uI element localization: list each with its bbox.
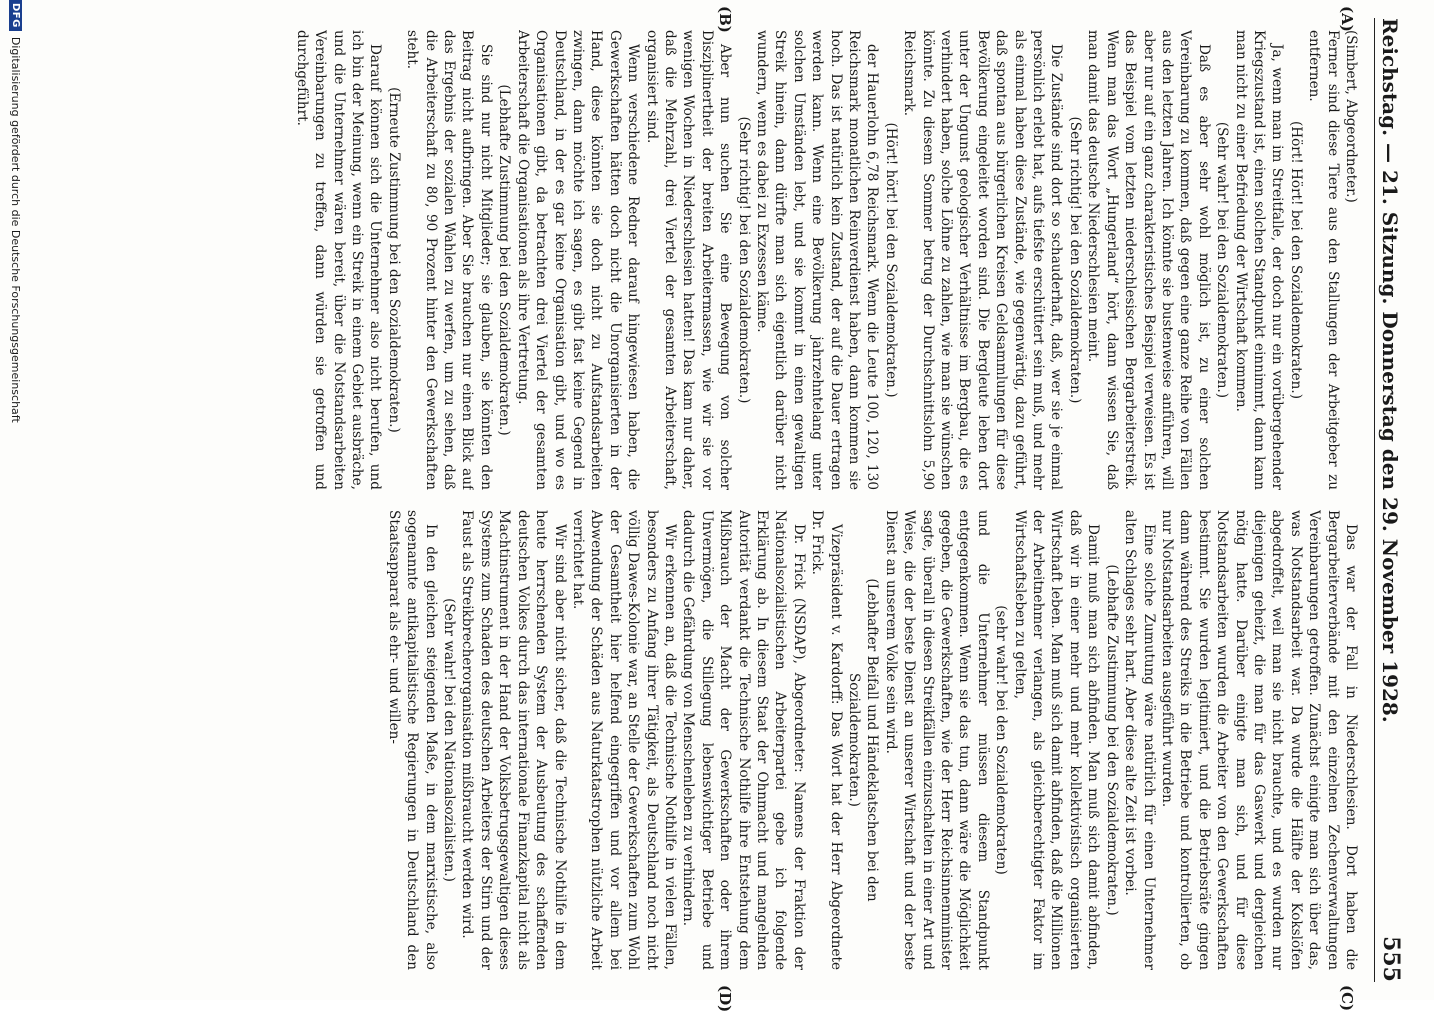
interjection: (sehr wahr! bei den Sozialdemokraten) xyxy=(993,605,1010,875)
paragraph: Ja, wenn man im Streitfalle, der doch nur ein vorübergehender Kriegszustand ist, einen solchen Standpunkt einnimmt, dann kann man nicht zu einer Befriedung der Wirtschaft kommen. xyxy=(1232,30,1286,490)
paragraph: Wir erkennen an, daß die Technische Nothilfe in vielen Fällen, besonders zu Anfang ihrer Tätigkeit, als Deutschland noch nicht völlig Dawes-Kolonie war, an Stelle der Gewerkschaften zum Wohl der Gesamtheit hier helfend eingegriffen und vor allem bei Abwendung der Schäden aus Naturkatastrophen nützliche Arbeit verrichtet hat. xyxy=(569,510,678,970)
paragraph: Aber nun suchen Sie eine Bewegung von solcher Disziplinertheit der breiten Arbeitermassen, wie wir sie vor wenigen Wochen in Niederschlesien hatten! Das kam nur daher, daß die Mehrzahl, drei Viertel der gesamten Arbeiterschaft, organisiert sind. xyxy=(643,30,734,490)
paragraph: Wir sind aber nicht sicher, daß die Technische Nothilfe in dem heute herrschenden System der Ausbeutung des schaffenden deutschen Volkes durch das internationale Finanzkapital nicht als Machtinstrument in der Hand der Volksbetrugsgewaltigen dieses Systems zum Schaden des deutschen Arbeiters der Stirn und der Faust als Streikbrecherorganisation mißbraucht werden wird. xyxy=(459,510,568,970)
page-title: Reichstag. — 21. Sitzung. Donnerstag den 29. November 1928. xyxy=(1378,18,1402,723)
interjection: (Erneute Zustimmung bei den Sozialdemokraten.) xyxy=(385,87,402,433)
interjection: (Lebhafte Zustimmung bei den Sozialdemokraten.) xyxy=(1103,564,1120,916)
interjection: (Sehr richtig! bei den Sozialdemokraten.) xyxy=(735,116,752,404)
margin-mark-c: (C) xyxy=(1338,985,1356,1012)
interjection: (Sehr wahr! bei den Sozialdemokraten.) xyxy=(1214,121,1231,399)
dfg-logo: DFG xyxy=(9,0,22,31)
paragraph: Ferner sind diese Tiere aus den Stallungen der Arbeitgeber zu entfernen. xyxy=(1306,30,1341,490)
page-footer xyxy=(9,0,22,1000)
margin-mark-b: (B) xyxy=(716,6,734,33)
interjection: (Hört! Hört! bei den Sozialdemokraten.) xyxy=(1287,120,1304,400)
paragraph: Darauf können sich die Unternehmer also nicht berufen, und ich bin der Meinung, wenn ein Streik in einem Gebiet ausbräche, und die Unternehmer wären bereit, über die Notstandsarbeiten Vereinbarungen zu treffen, dann würden sie getroffen und durchgeführt. xyxy=(293,30,384,490)
margin-mark-a: (A) xyxy=(1338,6,1356,32)
paragraph: (Simbert, Abgeordneter.) xyxy=(1343,30,1359,203)
margin-mark-d: (D) xyxy=(716,985,734,1012)
interjection: (Hört! hört! bei den Sozialdemokraten.) xyxy=(882,122,899,398)
page-header xyxy=(1374,18,1412,982)
paragraph: Wenn verschiedene Redner darauf hingewiesen haben, die Gewerkschaften hätten doch nicht die Unorganisierten in der Hand, diese könnten sie doch nicht zu Aufstandsarbeiten zwingen, dann möchte ich sagen, es gibt fast keine Gegend in Deutschland, in der es gar keine Organisation gibt, und wo es Organisationen gibt, da betrachten drei Viertel der gesamten Arbeiterschaft die Organisationen als ihre Vertretung. xyxy=(514,30,642,490)
paragraph: Sie sind nur nicht Mitglieder; sie glauben, sie könnten den Beitrag nicht aufbringen. Aber Sie brauchen nur einen Blick auf das Ergebnis der sozialen Wahlen zu werfen, um zu sehen, daß die Arbeiterschaft zu 80, 90 Prozent hinter den Gewerkschaften steht. xyxy=(404,30,494,490)
left-text-column xyxy=(60,30,1360,490)
paragraph: Vizepräsident v. Kardorff: Das Wort hat der Herr Abgeordnete Dr. Frick. xyxy=(809,510,844,970)
paragraph: Die Zustände sind dort so schauderhaft, daß, wer sie je einmal persönlich erlebt hat, aufs tiefste erschüttert sein muß, und mehr als einmal haben diese Zustände, wie gegenwärtig, dazu geführt, daß spontan aus bürgerlichen Kreisen Geldsammlungen für diese Bevölkerung eingeleitet worden sind. Die Bergleute leben dort unter der Ungunst geologischer Verhältnisse im Bergbau, die es verhindert haben, solche Löhne zu zahlen, wie man sie wünschen könnte. Zu diesem Sommer betrug der Durchschnittslohn 5,90 Reichsmark. xyxy=(901,30,1065,490)
interjection: (Lebhafter Beifall und Händeklatschen bei den Sozialdemokraten.) xyxy=(846,578,881,902)
paragraph: Daß es aber sehr wohl möglich ist, zu einer solchen Vereinbarung zu kommen, daß gegen eine ganze Reihe von Fällen aus den letzten Jahren. Ich könnte sie bustenweise anführen, will aber nur auf ein ganz charakteristisches Beispiel verweisen. Es ist das Beispiel vom letzten niederschlesischen Bergarbeiterstreik. Wenn man das Wort „Hungerland“ hört, dann wissen Sie, daß man damit das deutsche Niederschlesien meint. xyxy=(1085,30,1212,490)
interjection: (Sehr richtig! bei den Sozialdemokraten.) xyxy=(1066,116,1083,404)
paragraph: Das war der Fall in Niederschlesien. Dort haben die Bergarbeiterverbände mit den einzelnen Zechenverwaltungen Vereinbarungen getroffen. Zunächst einigte man sich über das, was Notstandsarbeit war. Da wurde die Hälfte der Kokslöfen abgedroffelt, weil man sie nicht brauchte, und es wurden nur diejenigen geheizt, die man für das Gaswerk und dergleichen nötig hatte. Darüber einigte man sich, und für diese Notstandsarbeiten wurden die Arbeiter von den Gewerkschaften bestimmt. Sie wurden legitimiert, und die Betriebsräte gingen dann während des Streiks in die Betriebe und kontrollierten, ob nur Notstandsarbeiten ausgeführt wurden. xyxy=(1158,510,1359,970)
interjection: (Sehr wahr! bei den Nationalsozialisten.) xyxy=(441,598,458,882)
paragraph: und die Unternehmer müssen diesem Standpunkt entgegenkommen. Wenn sie das tun, dann wäre die Möglichkeit gegeben, die Gewerkschaften, wie der Herr Reichsinnenminister sagte, überall in diesen Streikfällen einzuschalten in einer Art und Weise, die der beste Dienst an unserer Wirtschaft und der beste Dienst an unserem Volke sein wird. xyxy=(882,510,991,970)
right-text-column xyxy=(60,510,1360,970)
paragraph: der Hauerlohn 6,78 Reichsmark. Wenn die Leute 100, 120, 130 Reichsmark monatlichen Reinverdienst haben, dann kommen sie hoch. Das ist natürlich kein Zustand, der auf die Dauer ertragen werden kann. Wenn eine Bevölkerung jahrzehntelang unter solchen Umständen lebt, und sie kommt in einen gewaltigen Streik hinein, dann dürfte man sich eigentlich darüber nicht wundern, wenn es dabei zu Exzessen käme. xyxy=(754,30,881,490)
paragraph: Dr. Frick (NSDAP), Abgeordneter: Namens der Fraktion der Nationalsozialistischen Arbeiterpartei gebe ich folgende Erklärung ab. In diesem Staat der Ohnmacht und mangelnden Autorität verdankt die Technische Nothilfe ihre Entstehung dem Mißbrauch der Macht der Gewerkschaften oder ihrem Unvermögen, die Stillegung lebenswichtiger Betriebe und dadurch die Gefährdung von Menschenleben zu verhindern. xyxy=(680,510,807,970)
page-number: 555 xyxy=(1378,936,1404,982)
paragraph: Eine solche Zumutung wäre natürlich für einen Unternehmer alten Schlages sehr hart. Aber diese alte Zeit ist vorbei. xyxy=(1122,510,1157,970)
interjection: (Lebhafte Zustimmung bei den Sozialdemokraten.) xyxy=(496,84,513,436)
paragraph: In den gleichen steigenden Maße, in dem marxistische, also sogenannte antikapitalistische Regierungen in Deutschland den Staatsapparat als ehr- und willen- xyxy=(385,510,439,970)
paragraph: Damit muß man sich abfinden. Man muß sich damit abfinden, daß wir in einer mehr und mehr kollektivistisch organisierten Wirtschaft leben. Man muß sich damit abfinden, daß die Millionen der Arbeitnehmer verlangen, als gleichberechtigter Faktor im Wirtschaftsleben zu gelten, xyxy=(1011,510,1102,970)
digitization-credit: Digitalisierung gefördert durch die Deutsche Forschungsgemeinschaft xyxy=(9,36,22,423)
